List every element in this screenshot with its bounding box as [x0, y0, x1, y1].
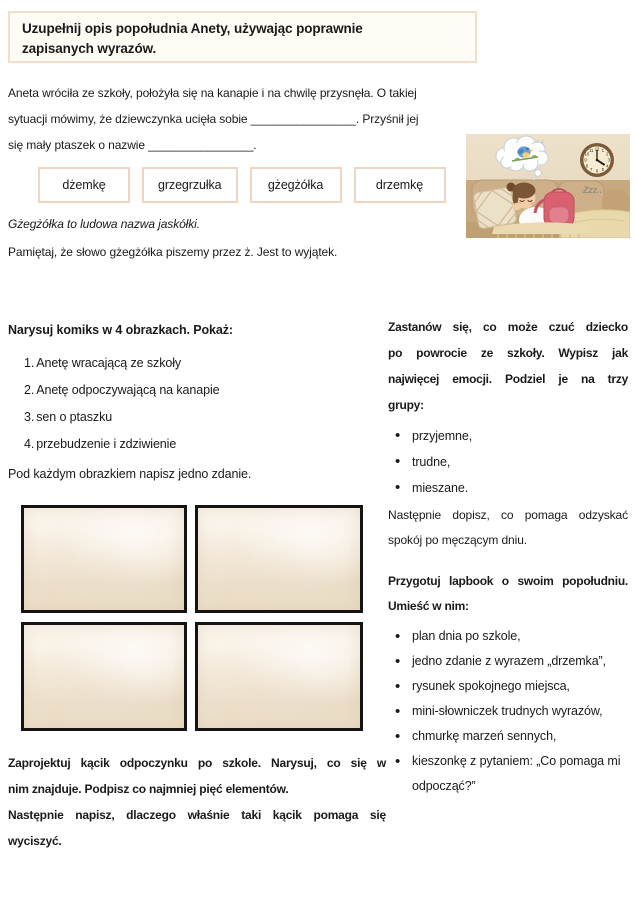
comic-task-heading: Narysuj komiks w 4 obrazkach. Pokaż: [8, 323, 233, 337]
comic-task [8, 321, 374, 483]
corner-task-line: wyciszyć. [8, 834, 62, 848]
comic-task-item: Anetę odpoczywającą na kanapie [36, 383, 220, 397]
emotions-bullet: • przyjemne, [388, 423, 628, 449]
emotions-footer-line: spokój po męczącym dniu. [388, 533, 527, 547]
corner-task-line: Następnie napisz, dlaczego właśnie taki kącik pomaga się [8, 808, 386, 822]
comic-task-item: sen o ptaszku [36, 410, 113, 424]
task-title-box [8, 11, 477, 63]
lapbook-bullet: • plan dnia po szkole, [388, 624, 628, 649]
word-option-drzemke[interactable]: drzemkę [354, 167, 446, 203]
svg-text:2: 2 [605, 151, 609, 157]
lapbook-bullet: • rysunek spokojnego miejsca, [388, 674, 628, 699]
comic-task-item: przebudzenie i zdziwienie [36, 437, 177, 451]
svg-text:5: 5 [601, 167, 604, 173]
illustration-svg [466, 134, 630, 238]
svg-text:6: 6 [595, 168, 599, 174]
lapbook-bullet: • mini-słowniczek trudnych wyrazów, [388, 699, 628, 724]
music-notes: ♪ ♫ [536, 139, 545, 145]
pillow [473, 187, 517, 229]
right-column [388, 314, 628, 799]
svg-text:11: 11 [589, 147, 594, 153]
wall-clock [580, 143, 614, 177]
comic-panel-2 [195, 505, 363, 613]
svg-text:1: 1 [601, 147, 604, 153]
emotions-footer-line: Następnie dopisz, co pomaga odzyskać [388, 508, 628, 522]
intro-paragraph [8, 80, 478, 158]
svg-text:7: 7 [590, 167, 593, 173]
emotions-heading-line: grupy: [388, 398, 424, 412]
lapbook-bullet: • chmurkę marzeń sennych, [388, 724, 628, 749]
zzz-text: Zzz.. [583, 185, 602, 195]
intro-line: Aneta wróciła ze szkoły, położyła się na kanapie i na chwilę przysnęła. O takiej [8, 86, 417, 100]
lapbook-task [388, 569, 628, 799]
corner-task-line: nim znajduje. Podpisz co najmniej pięć elementów. [8, 782, 289, 796]
word-option-dzemke[interactable]: dżemkę [38, 167, 130, 203]
svg-text:9: 9 [584, 157, 587, 163]
word-option-grzegrzulka[interactable]: grzegrzułka [142, 167, 238, 203]
lapbook-bullet-list [388, 624, 628, 799]
comic-task-list [24, 350, 374, 458]
emotions-task [388, 314, 628, 553]
note-spelling-rule: Pamiętaj, że słowo gżegżółka piszemy przez ż. Jest to wyjątek. [8, 245, 338, 259]
word-bank [38, 167, 446, 203]
lapbook-bullet: • kieszonkę z pytaniem: „Co pomaga mi odpocząć?” [388, 749, 628, 799]
comic-panel-3 [21, 622, 187, 731]
svg-text:12: 12 [594, 146, 600, 152]
note-gzegzolka: Gżegżółka to ludowa nazwa jaskółki. [8, 217, 200, 231]
lapbook-heading-line: Przygotuj lapbook o swoim popołudniu. [388, 574, 628, 588]
word-option-gzegzolka[interactable]: gżegżółka [250, 167, 342, 203]
svg-text:8: 8 [585, 163, 589, 169]
emotions-bullet: • mieszane. [388, 475, 628, 501]
emotions-heading-line: po powrocie ze szkoły. Wypisz jak [388, 346, 628, 360]
emotions-bullet: • trudne, [388, 449, 628, 475]
intro-line-with-blank: sytuacji mówimy, że dziewczynka ucięła sobie ________________. Przyśnił jej [8, 112, 419, 126]
comic-panel-4 [195, 622, 363, 731]
emotions-heading-line: Zastanów się, co może czuć dziecko [388, 320, 628, 334]
emotions-bullet-list [388, 423, 628, 501]
intro-line-with-blank: się mały ptaszek o nazwie ________________. [8, 138, 257, 152]
corner-task-line: Zaprojektuj kącik odpoczynku po szkole. Narysuj, co się w [8, 756, 386, 770]
lapbook-heading-line: Umieść w nim: [388, 599, 469, 613]
comic-panels-grid [21, 505, 363, 731]
title-line: zapisanych wyrazów. [22, 41, 157, 56]
comic-task-footer: Pod każdym obrazkiem napisz jedno zdanie. [8, 467, 252, 481]
comic-task-item: Anetę wracającą ze szkoły [36, 356, 182, 370]
lapbook-bullet: • jedno zdanie z wyrazem „drzemka”, [388, 649, 628, 674]
illustration-sleeping-girl [466, 134, 630, 238]
title-line: Uzupełnij opis popołudnia Anety, używając poprawnie [22, 21, 363, 36]
svg-text:4: 4 [605, 163, 609, 169]
emotions-heading-line: najwięcej emocji. Podziel je na trzy [388, 372, 628, 386]
svg-text:10: 10 [584, 151, 590, 157]
svg-text:3: 3 [607, 157, 610, 163]
comic-panel-1 [21, 505, 187, 613]
rest-corner-task [8, 750, 386, 854]
